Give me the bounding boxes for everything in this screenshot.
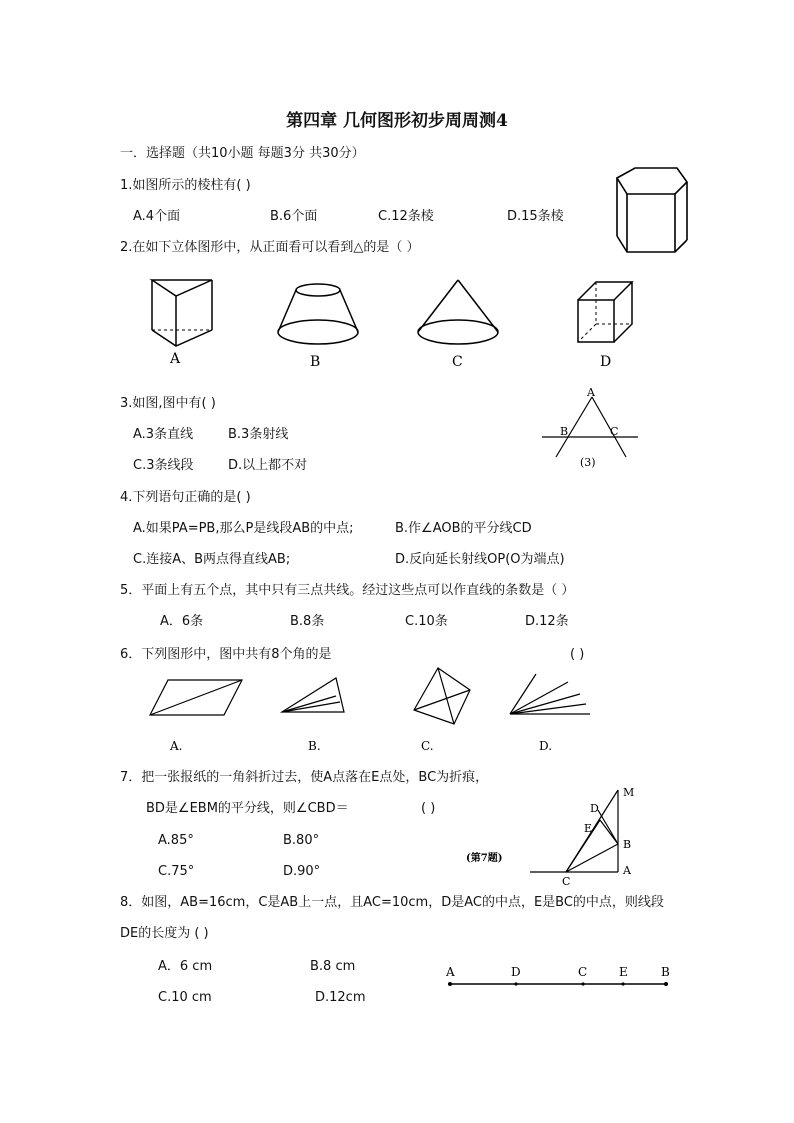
q8-option-b: B.8 cm (310, 959, 356, 974)
q2-label-c: C (452, 354, 463, 370)
q7-stem-line1: 7．把一张报纸的一角斜折过去，使A点落在E点处，BC为折痕， (120, 770, 489, 785)
q3-stem: 3.如图,图中有( ) (120, 396, 216, 411)
q8-point-d: D (511, 965, 521, 979)
q7-point-a: A (623, 864, 631, 877)
q3-option-a: A.3条直线 (133, 427, 194, 442)
q2-figures (140, 268, 640, 378)
q3-point-a: A (587, 386, 595, 399)
q8-option-a: A．6 cm (158, 959, 213, 974)
q7-point-d: D (590, 802, 599, 815)
q4-stem: 4.下列语句正确的是( ) (120, 490, 251, 505)
q7-option-a: A.85° (158, 833, 194, 848)
triangular-prism-figure (152, 280, 212, 346)
q7-stem-line2: BD是∠EBM的平分线，则∠CBD＝ (146, 801, 349, 816)
q1-prism-figure (605, 160, 695, 270)
q5-stem: 5．平面上有五个点，其中只有三点共线。经过这些点可以作直线的条数是（ ） (120, 583, 575, 598)
q7-point-e: E (584, 822, 593, 835)
q3-option-c: C.3条线段 (133, 458, 194, 473)
section-heading: 一．选择题（共10小题 每题3分 共30分） (120, 146, 365, 161)
q7-point-c: C (562, 875, 571, 888)
cone-figure (418, 280, 498, 344)
q2-label-b: B (310, 354, 321, 370)
q6-answer-paren: ( ) (570, 647, 585, 662)
q4-option-b: B.作∠AOB的平分线CD (395, 521, 532, 536)
q3-option-b: B.3条射线 (228, 427, 289, 442)
q5-option-a: A．6条 (160, 614, 204, 629)
q8-option-c: C.10 cm (158, 990, 212, 1005)
q8-point-b: B (661, 965, 670, 979)
q5-option-c: C.10条 (405, 614, 448, 629)
q7-option-c: C.75° (158, 864, 195, 879)
q8-segment-figure (440, 962, 680, 992)
frustum-figure (278, 284, 358, 344)
q4-option-a: A.如果PA=PB,那么P是线段AB的中点; (133, 521, 354, 536)
q2-label-a: A (170, 351, 181, 367)
q3-point-c: C (610, 425, 619, 438)
q8-point-c: C (578, 965, 588, 979)
q1-option-d: D.15条棱 (507, 209, 564, 224)
q6-label-c: C. (421, 739, 434, 753)
q7-caption: (第7题) (466, 853, 503, 864)
q7-point-b: B (623, 838, 632, 851)
q2-label-d: D (600, 354, 612, 370)
q3-figure (540, 385, 640, 470)
q6-figures (140, 660, 600, 760)
q4-option-d: D.反向延长射线OP(O为端点) (395, 552, 565, 567)
q1-stem: 1.如图所示的棱柱有( ) (120, 178, 251, 193)
q3-caption: (3) (580, 456, 596, 469)
q1-option-b: B.6个面 (270, 209, 318, 224)
q7-figure (460, 782, 650, 892)
q6-stem: 6．下列图形中，图中共有8个角的是 (120, 647, 332, 662)
q7-point-m: M (623, 786, 635, 799)
q3-option-d: D.以上都不对 (228, 458, 308, 473)
q3-point-b: B (560, 425, 569, 438)
page-title: 第四章 几何图形初步周周测4 (286, 111, 508, 131)
q1-option-a: A.4个面 (133, 209, 181, 224)
q7-answer-paren: ( ) (421, 801, 436, 816)
q5-option-b: B.8条 (290, 614, 325, 629)
q6-label-d: D. (539, 739, 553, 753)
q8-stem-line2: DE的长度为 ( ) (120, 926, 209, 941)
q8-point-a: A (446, 965, 455, 979)
q4-option-c: C.连接A、B两点得直线AB; (133, 552, 291, 567)
q6-label-a: A. (170, 739, 183, 753)
q8-option-d: D.12cm (315, 990, 366, 1005)
q6-label-b: B. (308, 739, 321, 753)
q5-option-d: D.12条 (525, 614, 569, 629)
q8-stem-line1: 8．如图，AB=16cm，C是AB上一点，且AC=10cm，D是AC的中点，E是BC的中点，则线段 (120, 895, 664, 910)
q2-stem: 2.在如下立体图形中，从正面看可以看到△的是（ ） (120, 240, 420, 255)
q8-point-e: E (619, 965, 628, 979)
cube-figure (578, 282, 632, 342)
q1-option-c: C.12条棱 (378, 209, 434, 224)
q7-option-d: D.90° (283, 864, 321, 879)
q7-option-b: B.80° (283, 833, 320, 848)
